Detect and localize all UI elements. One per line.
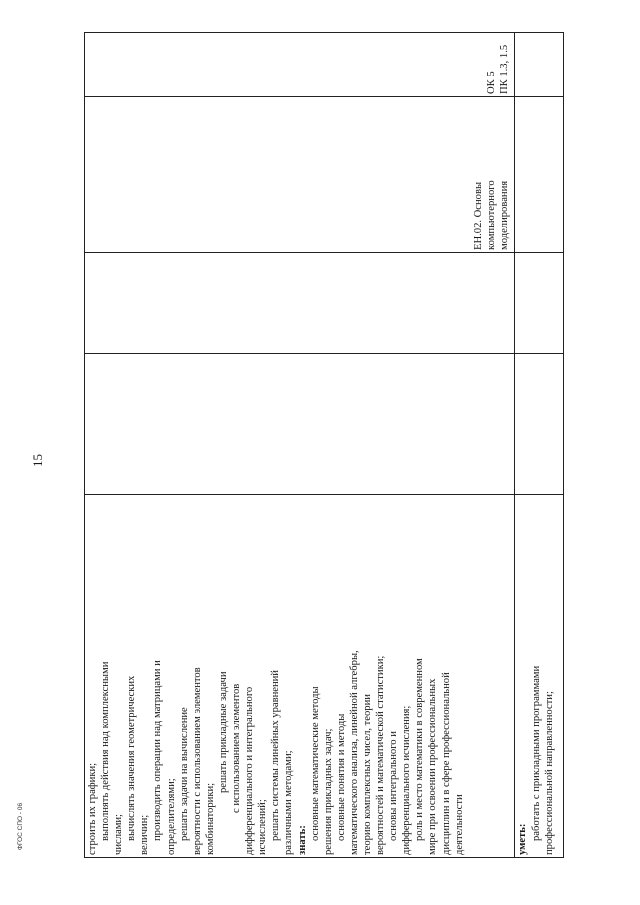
content-line: дифференциального и интегрального [244,686,256,855]
content-cell [85,495,515,858]
empty-cell [515,354,564,495]
content-line: деятельности [453,794,465,855]
discipline-line: моделирования [499,180,511,250]
content-line: решать прикладные задачи [217,671,229,793]
content-line: комбинаторики; [204,782,216,855]
content-line: вероятности с использованием элементов [191,667,203,855]
page-number: 15 [30,454,45,467]
content-line: выполнять действия над комплексными [100,661,112,841]
empty-cell [85,253,515,354]
content-line: математического анализа, линейной алгебры, [348,650,360,855]
empty-cell [85,354,515,495]
footer-code: ФГОС СПО - 06 [17,802,24,850]
content-line: мире при освоении профессиональных [427,678,439,855]
empty-cell [515,97,564,253]
table-row [85,33,515,858]
content-line: исчислений; [257,799,269,855]
content-line: строить их графики; [87,762,98,855]
content-line: вычислять значения геометрических [126,675,138,841]
content-line: производить операции над матрицами и [152,660,164,841]
content-line: вероятностей и математической статистики; [375,655,387,855]
content-line: числами; [113,813,125,855]
competence-cell [85,33,515,97]
empty-cell [515,33,564,97]
discipline-cell [85,97,515,253]
content-line: дисциплин и в сфере профессиональной [440,672,452,855]
empty-cell [515,253,564,354]
content-line: работать с прикладными программами [530,665,542,841]
competence-line: ОК 5 [486,71,498,94]
content-line: решения прикладных задач; [322,728,334,855]
content-line: основные понятия и методы [335,713,347,841]
content-line: роль и место математики в современном [414,658,426,841]
content-cell [515,495,564,858]
table-row [515,33,564,858]
content-line: основы интегрального и [388,731,400,841]
content-line: профессиональной направленности; [543,691,555,855]
content-line: дифференциального исчисления; [401,705,413,855]
discipline-line: компьютерного [486,180,498,250]
content-line: решать задачи на вычисление [178,707,190,841]
curriculum-table [84,32,564,858]
content-heading-can: уметь: [517,823,529,855]
content-line: решать системы линейных уравнений [270,670,282,841]
content-line: величин; [139,814,151,855]
content-line: теорию комплексных чисел, теории [361,694,373,855]
content-line: различными методами; [283,750,295,855]
competence-line: ПК 1.3, 1.5 [499,44,511,94]
content-line: определителями; [165,778,177,855]
discipline-line: ЕН.02. Основы [473,181,485,250]
content-line: основные математические методы [309,686,321,841]
content-heading-know: знать: [296,825,308,855]
content-line: с использованием элементов [231,683,243,813]
rotated-table-wrapper [84,38,564,858]
